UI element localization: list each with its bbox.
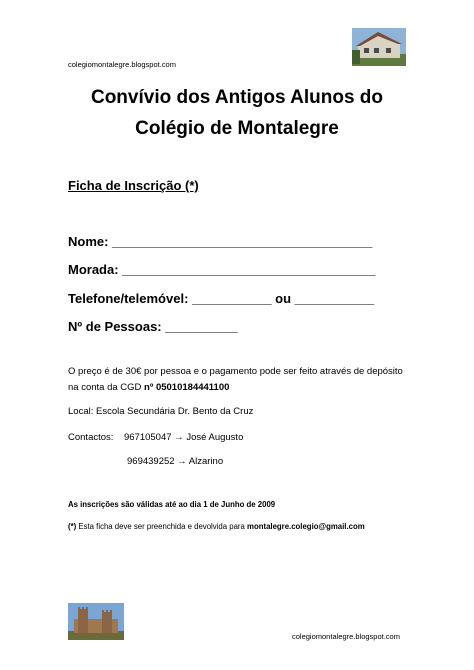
name-field: Nome: ____________________________________ [68,234,373,249]
page-title-line1: Convívio dos Antigos Alunos do [90,87,384,108]
price-paragraph [68,364,408,396]
people-count-field: Nº de Pessoas: __________ [68,319,238,334]
asterisk-mark: (*) [68,522,77,531]
contact-1: 967105047 → José Augusto [123,432,244,443]
contacts-label: Contactos: [68,432,114,443]
house-photo [352,28,406,66]
page-title-line2: Colégio de Montalegre [135,118,339,139]
return-text: Esta ficha deve ser preenchida e devolvida para [76,522,248,531]
location-text: Local: Escola Secundária Dr. Bento da Cruz [68,406,254,417]
castle-photo [68,603,124,640]
address-field: Morada: ___________________________________ [68,262,376,277]
contact-2: 969439252 → Alzarino [127,456,224,467]
header-blog-url: colegiomontalegre.blogspot.com [68,60,176,69]
email-address: montalegre.colegio@gmail.com [247,522,365,531]
price-text: O preço é de 30€ por pessoa e o pagamento pode ser feito através de depósito na conta da CGD [68,366,403,393]
contacts-line [68,430,243,446]
form-subtitle: Ficha de Inscrição (*) [68,178,199,193]
return-note [68,522,365,531]
footer-blog-url: colegiomontalegre.blogspot.com [292,632,400,641]
deadline-note: As inscrições são válidas até ao dia 1 de Junho de 2009 [68,500,276,509]
account-number: nº 05010184441100 [144,382,230,393]
phone-field: Telefone/telemóvel: ___________ ou ___________ [68,291,375,306]
